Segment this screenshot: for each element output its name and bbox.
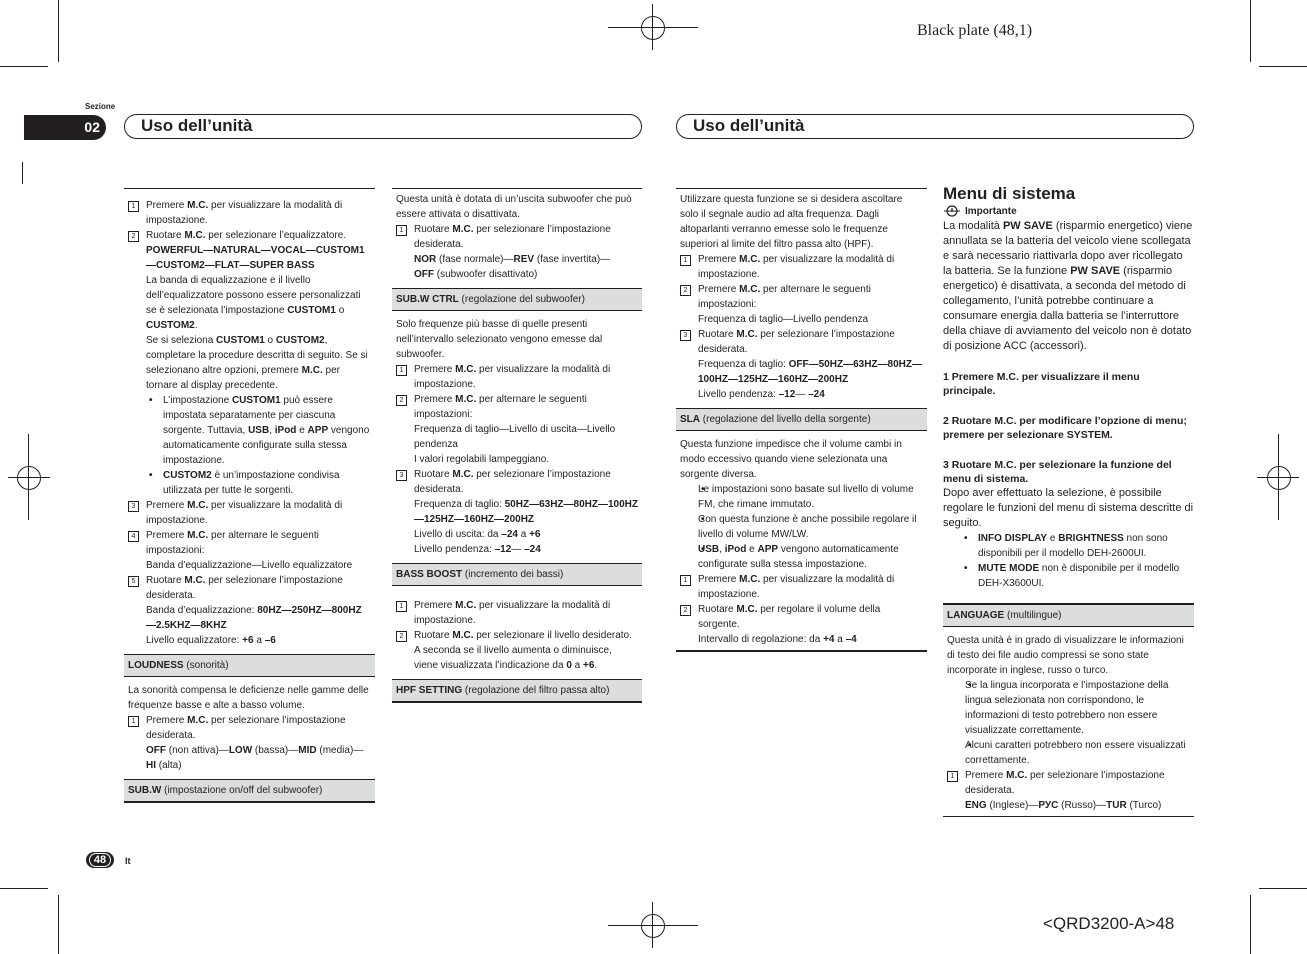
paragraph: Utilizzare questa funzione se si desidera ascoltare solo il segnale audio ad alta frequenza. Dagli altoparlanti verranno emesse solo le frequenze superiori al limite del filtro passa alto (HPF).	[680, 194, 903, 250]
crop-mark	[0, 66, 48, 67]
step-2: 2 Ruotare M.C. per selezionare il livello desiderato. A seconda se il livello aumenta o diminuisce, viene visualizzata l’indicazione da 0 a +6.	[396, 628, 638, 673]
section-band-subw: SUB.W (impostazione on/off del subwoofer)	[124, 779, 375, 803]
step-3: 3 Ruotare M.C. per selezionare l’impostazione desiderata. Frequenza di taglio: OFF—50HZ—63HZ—80HZ—100HZ—125HZ—160HZ—200HZ Livello pendenza: –12— –24	[680, 327, 923, 402]
header-right: Uso dell’unità	[676, 114, 1194, 139]
section-band-bass-boost: BASS BOOST (incremento dei bassi)	[392, 563, 642, 586]
system-step-1: 1 Premere M.C. per visualizzare il menu principale.	[943, 371, 1140, 397]
step-3: 3 Premere M.C. per visualizzare la modalità di impostazione.	[128, 498, 371, 528]
section-band-sla: SLA (regolazione del livello della sorgente)	[676, 408, 927, 431]
step-2: 2 Ruotare M.C. per selezionare l’equalizzatore.	[128, 228, 371, 243]
system-step-2: 2 Ruotare M.C. per modificare l’opzione di menu; premere per selezionare SYSTEM.	[943, 415, 1187, 441]
rule	[943, 816, 1194, 817]
section-label: Sezione	[85, 102, 116, 111]
crop-mark	[1250, 895, 1251, 954]
bullet: • Se la lingua incorporata e l’impostazione della lingua selezionata non corrispondono, le informazioni di testo potrebbero non essere visualizzate correttamente.	[947, 678, 1190, 738]
paragraph: La sonorità compensa le deficienze nelle gamme delle frequenze basse e alte a basso volume.	[128, 685, 369, 711]
important-text: La modalità PW SAVE (risparmio energetico) viene annullata se la batteria del veicolo viene scollegata e sarà necessario riattivarla dopo aver ricollegato la batteria. Se la funzione PW SAVE (risparmio energetico) è disattivata, a seconda del metodo di collegamento, l’unità potrebbe continuare a consumare energia dalla batteria se l’interruttore della chiave di avviamento del veicolo non è dotato di posizione ACC (accessori).	[943, 220, 1193, 352]
column-1	[124, 188, 375, 809]
step-1: 1 Premere M.C. per selezionare l’impostazione desiderata. ENG (Inglese)—РУС (Russo)—TUR (Turco)	[947, 768, 1190, 813]
important-icon	[943, 205, 961, 217]
section-title: Menu di sistema	[943, 184, 1076, 203]
section-number-tab	[24, 115, 106, 140]
paragraph: Dopo aver effettuato la selezione, è possibile regolare le funzioni del menu di sistema descritte di seguito.	[943, 487, 1194, 529]
header-left: Uso dell’unità	[124, 114, 642, 139]
column-2	[392, 188, 642, 709]
bullet: • Con questa funzione è anche possibile regolare il livello di volume MW/LW.	[680, 512, 923, 542]
system-step-3: 3 Ruotare M.C. per selezionare la funzione del menu di sistema.	[943, 459, 1172, 485]
section-band-hpf: HPF SETTING (regolazione del filtro passa alto)	[392, 679, 642, 703]
step-3: 3 Ruotare M.C. per selezionare l’impostazione desiderata. Frequenza di taglio: 50HZ—63HZ—80HZ—100HZ—125HZ—160HZ—200HZ Livello di uscita: da –24 a +6 Livello pendenza: –12— –24	[396, 467, 638, 557]
step-1: 1 Premere M.C. per visualizzare la modalità di impostazione.	[128, 198, 371, 228]
section-band-loudness: LOUDNESS (sonorità)	[124, 654, 375, 677]
step-5: 5 Ruotare M.C. per selezionare l’impostazione desiderata. Banda d’equalizzazione: 80HZ—250HZ—800HZ—2.5KHZ—8KHZ Livello equalizzatore: +6 a –6	[128, 573, 371, 648]
step-2: 2 Premere M.C. per alternare le seguenti impostazioni: Frequenza di taglio—Livello di uscita—Livello pendenza I valori regolabili lampeggiano.	[396, 392, 638, 467]
step-1: 1 Premere M.C. per visualizzare la modalità di impostazione.	[680, 572, 923, 602]
paragraph: Questa funzione impedisce che il volume cambi in modo eccessivo quando viene selezionata una sorgente diversa.	[680, 439, 902, 480]
step-1: 1 Premere M.C. per visualizzare la modalità di impostazione.	[680, 252, 923, 282]
footer-code: <QRD3200-A>48	[1043, 914, 1175, 933]
crop-mark	[1259, 888, 1307, 889]
crop-mark	[1259, 66, 1307, 67]
bullet: • USB, iPod e APP vengono automaticamente configurate sulla stessa impostazione.	[680, 542, 923, 572]
important-heading: Importante	[943, 204, 1194, 219]
paragraph: Se si seleziona CUSTOM1 o CUSTOM2, completare la procedure descritta di seguito. Se si selezionano altre opzioni, premere M.C. per tornare al display precedente.	[146, 335, 368, 391]
eq-options: POWERFUL—NATURAL—VOCAL—CUSTOM1—CUSTOM2—FLAT—SUPER BASS	[146, 245, 365, 271]
step-1: 1 Premere M.C. per visualizzare la modalità di impostazione.	[396, 362, 638, 392]
bullet: • L’impostazione CUSTOM1 può essere impostata separatamente per ciascuna sorgente. Tuttavia, USB, iPod e APP vengono automaticamente configurate sulla stessa impostazione.	[128, 393, 371, 468]
crop-mark	[22, 162, 23, 184]
page-number: 48	[86, 852, 114, 868]
paragraph: La banda di equalizzazione e il livello dell’equalizzatore possono essere personalizzati se è selezionata l’impostazione CUSTOM1 o CUSTOM2.	[146, 275, 361, 331]
plate-label: Black plate (48,1)	[917, 22, 1033, 39]
step-4: 4 Premere M.C. per alternare le seguenti impostazioni: Banda d’equalizzazione—Livello equalizzatore	[128, 528, 371, 573]
bullet: • MUTE MODE non è disponibile per il modello DEH-X3600UI.	[943, 561, 1194, 591]
section-band-subw-ctrl: SUB.W CTRL (regolazione del subwoofer)	[392, 288, 642, 311]
crop-mark	[0, 888, 48, 889]
column-3	[676, 188, 927, 652]
section-number: 02	[84, 119, 100, 135]
step-2: 2 Ruotare M.C. per regolare il volume della sorgente. Intervallo di regolazione: da +4 a –4	[680, 602, 923, 647]
crop-mark	[1250, 0, 1251, 62]
step-2: 2 Premere M.C. per alternare le seguenti impostazioni: Frequenza di taglio—Livello pendenza	[680, 282, 923, 327]
bullet: • Le impostazioni sono basate sul livello di volume FM, che rimane immutato.	[680, 482, 923, 512]
paragraph: Questa unità è dotata di un’uscita subwoofer che può essere attivata o disattivata.	[396, 194, 632, 220]
paragraph: Solo frequenze più basse di quelle presenti nell’intervallo selezionato vengono emesse dal subwoofer.	[396, 319, 603, 360]
column-4	[943, 184, 1194, 817]
bullet: • INFO DISPLAY e BRIGHTNESS non sono disponibili per il modello DEH-2600UI.	[943, 531, 1194, 561]
step-1: 1 Ruotare M.C. per selezionare l’impostazione desiderata. NOR (fase normale)—REV (fase invertita)— OFF (subwoofer disattivato)	[396, 222, 638, 282]
crop-mark	[58, 0, 59, 62]
paragraph: Questa unità è in grado di visualizzare le informazioni di testo dei file audio compressi se sono state incorporate in inglese, russo o turco.	[947, 635, 1184, 676]
step-1: 1 Premere M.C. per visualizzare la modalità di impostazione.	[396, 598, 638, 628]
bullet: • Alcuni caratteri potrebbero non essere visualizzati correttamente.	[947, 738, 1190, 768]
rule	[676, 650, 927, 652]
section-band-language: LANGUAGE (multilingue)	[943, 603, 1194, 627]
bullet: • CUSTOM2 è un’impostazione condivisa utilizzata per tutte le sorgenti.	[128, 468, 371, 498]
page-language: It	[125, 856, 131, 866]
crop-mark	[58, 895, 59, 954]
step-1: 1 Premere M.C. per selezionare l’impostazione desiderata. OFF (non attiva)—LOW (bassa)—MID (media)—HI (alta)	[128, 713, 371, 773]
